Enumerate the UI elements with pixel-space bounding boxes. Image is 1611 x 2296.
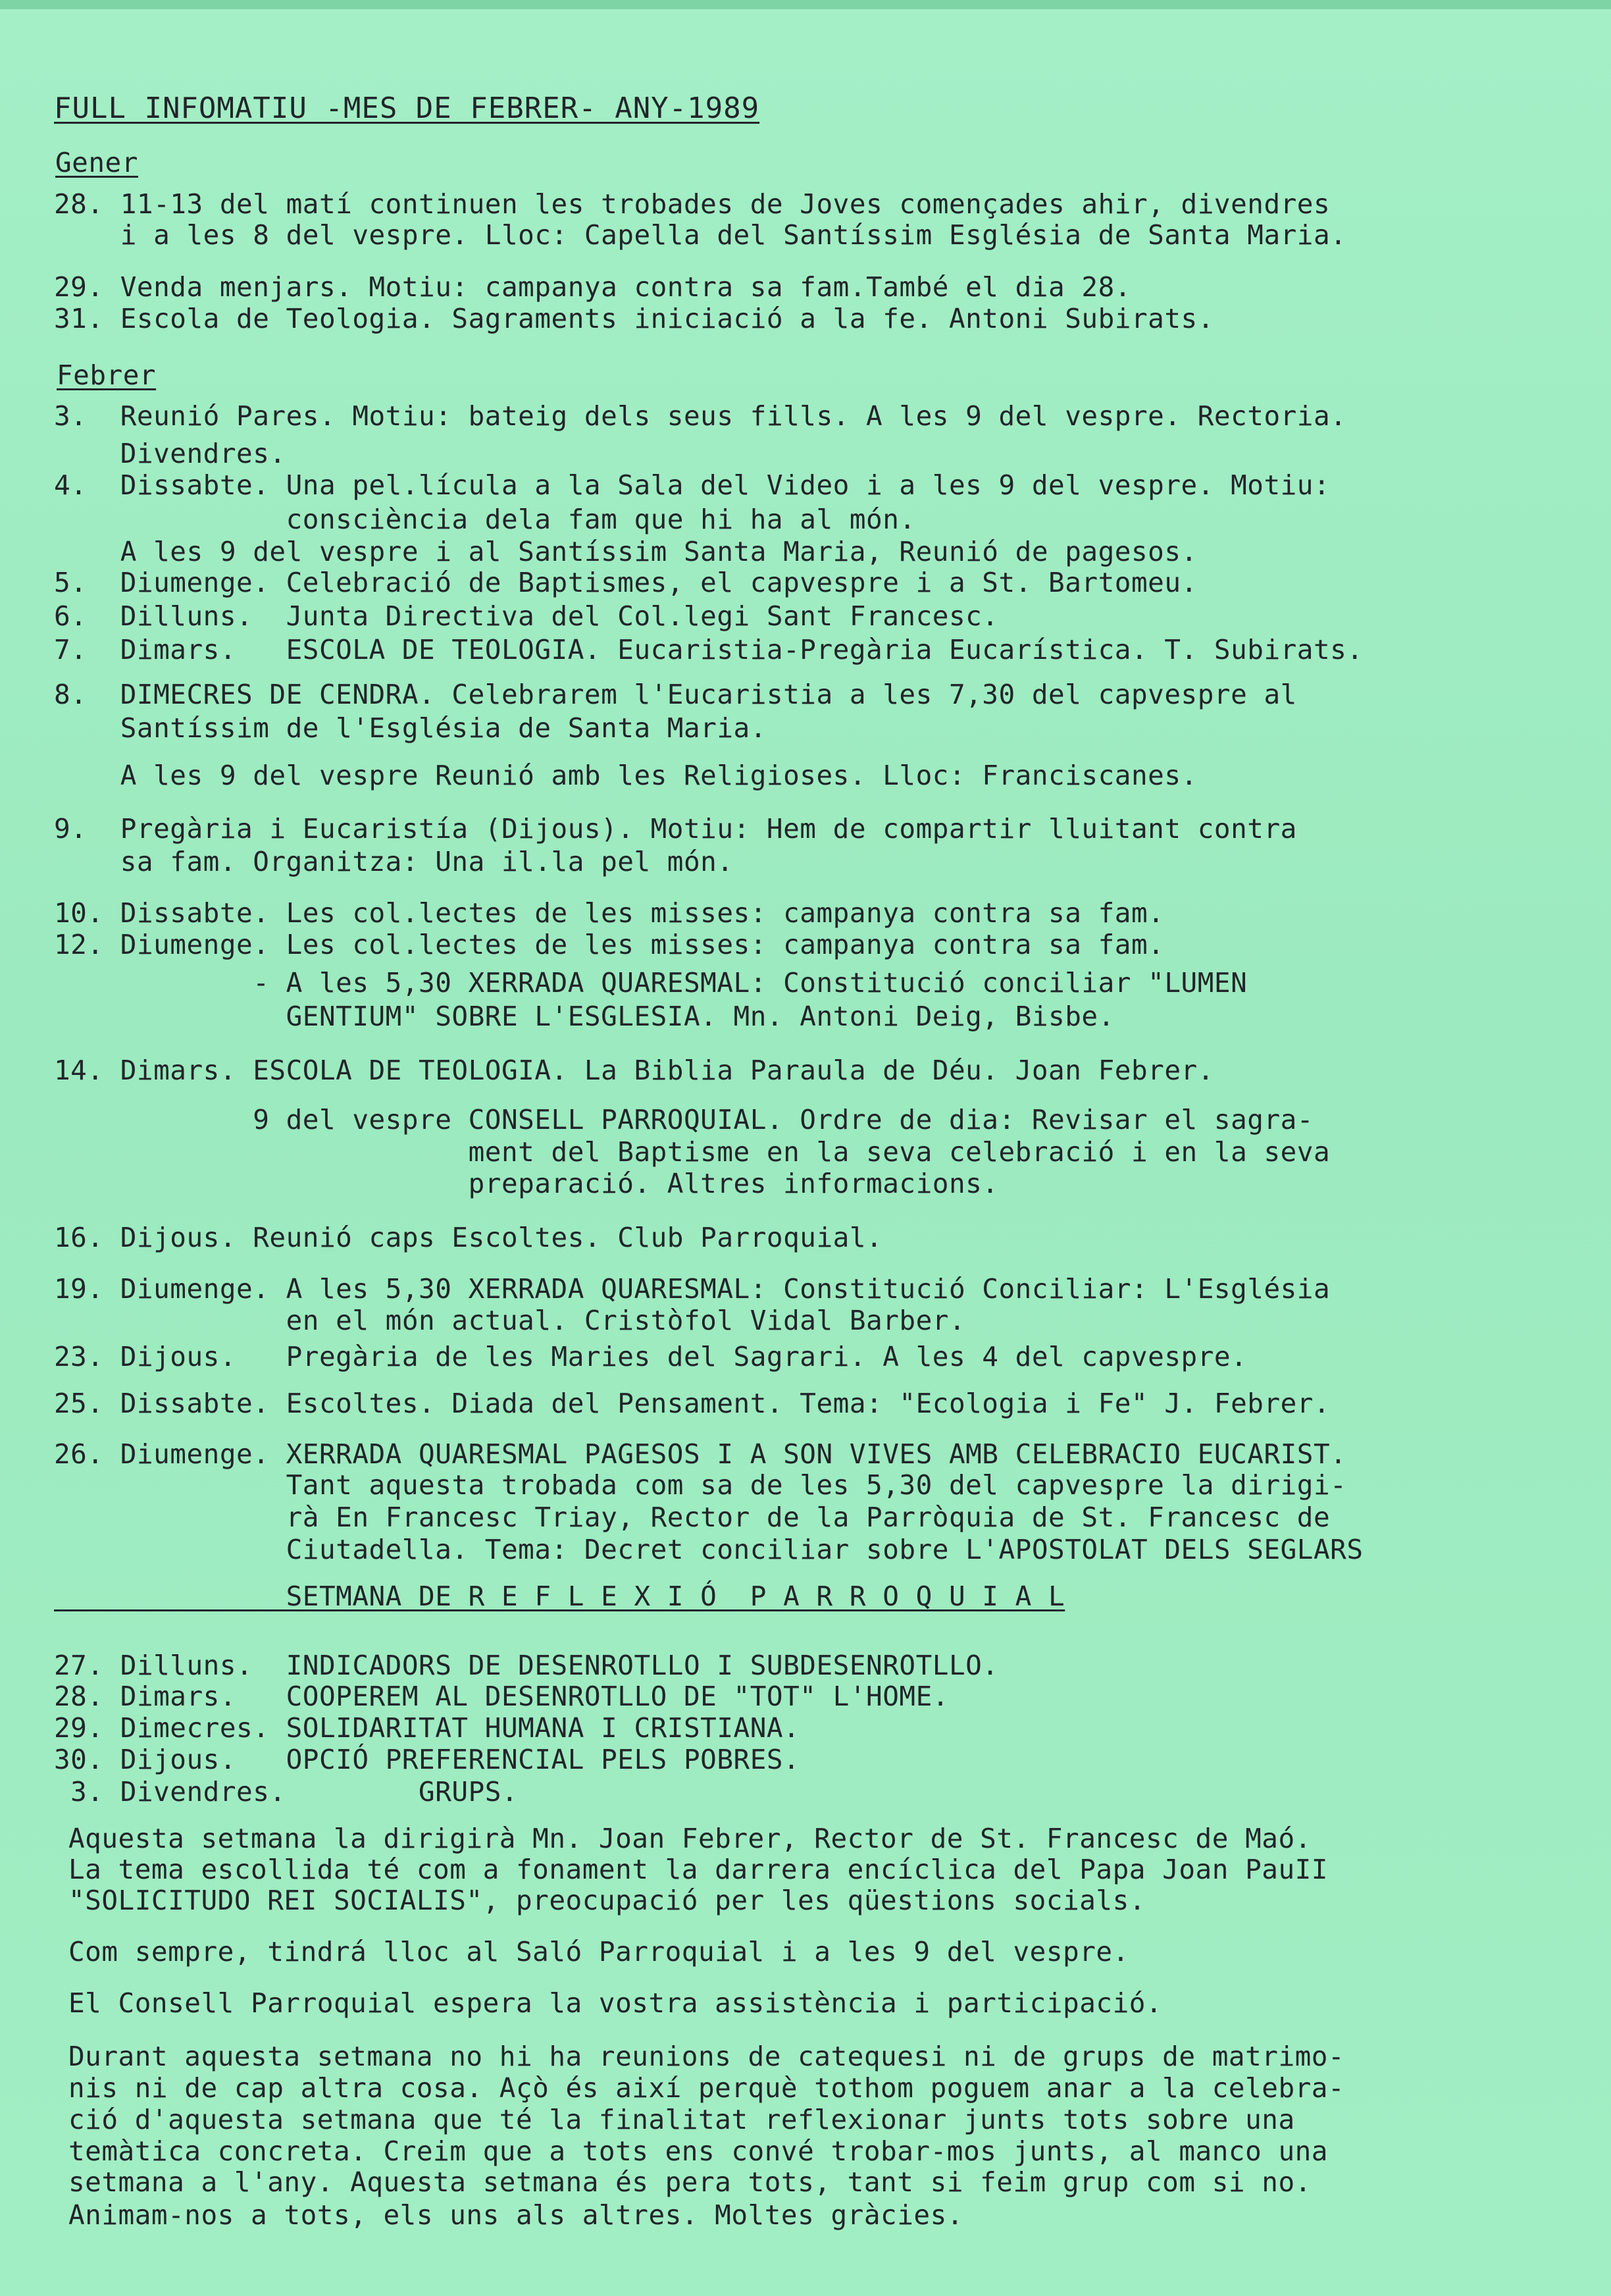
text-line: 29. Dimecres. SOLIDARITAT HUMANA I CRISTIANA. [54,1712,800,1744]
text-line: "SOLICITUDO REI SOCIALIS", preocupació per les qüestions socials. [68,1885,1146,1916]
document-title: FULL INFOMATIU -MES DE FEBRER- ANY-1989 [54,91,760,125]
text-line: 14. Dimars. ESCOLA DE TEOLOGIA. La Biblia Paraula de Déu. Joan Febrer. [54,1055,1214,1086]
text-line: setmana a l'any. Aquesta setmana és pera tots, tant si feim grup com si no. [68,2166,1312,2198]
text-line: 10. Dissabte. Les col.lectes de les misses: campanya contra sa fam. [54,897,1165,929]
text-line: GENTIUM" SOBRE L'ESGLESIA. Mn. Antoni Deig, Bisbe. [54,1001,1115,1032]
text-line: 26. Diumenge. XERRADA QUARESMAL PAGESOS I A SON VIVES AMB CELEBRACIO EUCARIST. [54,1438,1347,1470]
text-line: 9 del vespre CONSELL PARROQUIAL. Ordre de dia: Revisar el sagra- [54,1104,1314,1135]
text-line: A les 9 del vespre i al Santíssim Santa Maria, Reunió de pagesos. [54,536,1198,567]
text-line: Com sempre, tindrá lloc al Saló Parroquial i a les 9 del vespre. [68,1936,1129,1968]
section-heading-febrer: Febrer [57,359,157,391]
text-line: temàtica concreta. Creim que a tots ens convé trobar-mos junts, al manco una [68,2135,1328,2167]
text-line: 30. Dijous. OPCIÓ PREFERENCIAL PELS POBRES. [54,1744,800,1775]
text-line: en el món actual. Cristòfol Vidal Barber. [54,1305,966,1336]
text-line: 23. Dijous. Pregària de les Maries del Sagrari. A les 4 del capvespre. [54,1341,1248,1372]
section-heading-gener: Gener [55,147,138,178]
text-line: Divendres. [54,438,286,469]
text-line: 27. Dilluns. INDICADORS DE DESENROTLLO I SUBDESENROTLLO. [54,1650,999,1681]
text-line: 16. Dijous. Reunió caps Escoltes. Club Parroquial. [54,1222,883,1253]
text-line: Tant aquesta trobada com sa de les 5,30 del capvespre la dirigi- [54,1469,1347,1501]
text-line: 4. Dissabte. Una pel.lícula a la Sala del Video i a les 9 del vespre. Motiu: [54,469,1331,501]
text-line: i a les 8 del vespre. Lloc: Capella del Santíssim Església de Santa Maria. [54,219,1347,251]
text-line: Aquesta setmana la dirigirà Mn. Joan Febrer, Rector de St. Francesc de Maó. [68,1823,1312,1854]
text-line: 31. Escola de Teologia. Sagraments iniciació a la fe. Antoni Subirats. [54,303,1214,334]
text-line: A les 9 del vespre Reunió amb les Religioses. Lloc: Franciscanes. [54,760,1198,791]
text-line: Durant aquesta setmana no hi ha reunions de catequesi ni de grups de matrimo- [68,2041,1345,2072]
text-line: 25. Dissabte. Escoltes. Diada del Pensament. Tema: "Ecologia i Fe" J. Febrer. [54,1388,1331,1419]
text-line: 8. DIMECRES DE CENDRA. Celebrarem l'Eucaristia a les 7,30 del capvespre al [54,679,1297,710]
text-line: Animam-nos a tots, els uns als altres. Moltes gràcies. [68,2199,963,2231]
text-line: 3. Divendres. GRUPS. [54,1776,519,1808]
text-line: ment del Baptisme en la seva celebració i en la seva [54,1136,1331,1168]
text-line: 19. Diumenge. A les 5,30 XERRADA QUARESMAL: Constitució Conciliar: L'Església [54,1273,1331,1305]
text-line: 9. Pregària i Eucaristía (Dijous). Motiu: Hem de compartir lluitant contra [54,813,1297,845]
text-line: 6. Dilluns. Junta Directiva del Col.legi Sant Francesc. [54,600,999,632]
text-line: La tema escollida té com a fonament la darrera encíclica del Papa Joan PauII [68,1854,1328,1885]
text-line: 5. Diumenge. Celebració de Baptismes, el capvespre i a St. Bartomeu. [54,567,1198,598]
text-line: 28. Dimars. COOPEREM AL DESENROTLLO DE "TOT" L'HOME. [54,1681,949,1712]
text-line: sa fam. Organitza: Una il.la pel món. [54,846,734,877]
text-line: 29. Venda menjars. Motiu: campanya contra sa fam.També el dia 28. [54,271,1131,303]
text-line: 3. Reunió Pares. Motiu: bateig dels seus fills. A les 9 del vespre. Rectoria. [54,400,1347,432]
text-line: 7. Dimars. ESCOLA DE TEOLOGIA. Eucaristia-Pregària Eucarística. T. Subirats. [54,634,1364,665]
section-heading-setmana: SETMANA DE R E F L E X I Ó P A R R O Q U I A L [54,1580,1065,1612]
page-top-edge [0,0,1611,9]
text-line: consciència dela fam que hi ha al món. [54,504,916,535]
text-line: rà En Francesc Triay, Rector de la Parròquia de St. Francesc de [54,1501,1331,1533]
text-line: 28. 11-13 del matí continuen les trobades de Joves començades ahir, divendres [54,188,1331,220]
text-line: 12. Diumenge. Les col.lectes de les misses: campanya contra sa fam. [54,929,1165,960]
text-line: - A les 5,30 XERRADA QUARESMAL: Constitució conciliar "LUMEN [54,967,1248,999]
text-line: Ciutadella. Tema: Decret conciliar sobre L'APOSTOLAT DELS SEGLARS [54,1534,1364,1565]
text-line: El Consell Parroquial espera la vostra assistència i participació. [68,1987,1163,2019]
text-line: preparació. Altres informacions. [54,1168,999,1199]
text-line: nis ni de cap altra cosa. Açò és així perquè tothom poguem anar a la celebra- [68,2072,1345,2104]
text-line: Santíssim de l'Església de Santa Maria. [54,712,767,744]
text-line: ció d'aquesta setmana que té la finalitat reflexionar junts tots sobre una [68,2104,1295,2135]
